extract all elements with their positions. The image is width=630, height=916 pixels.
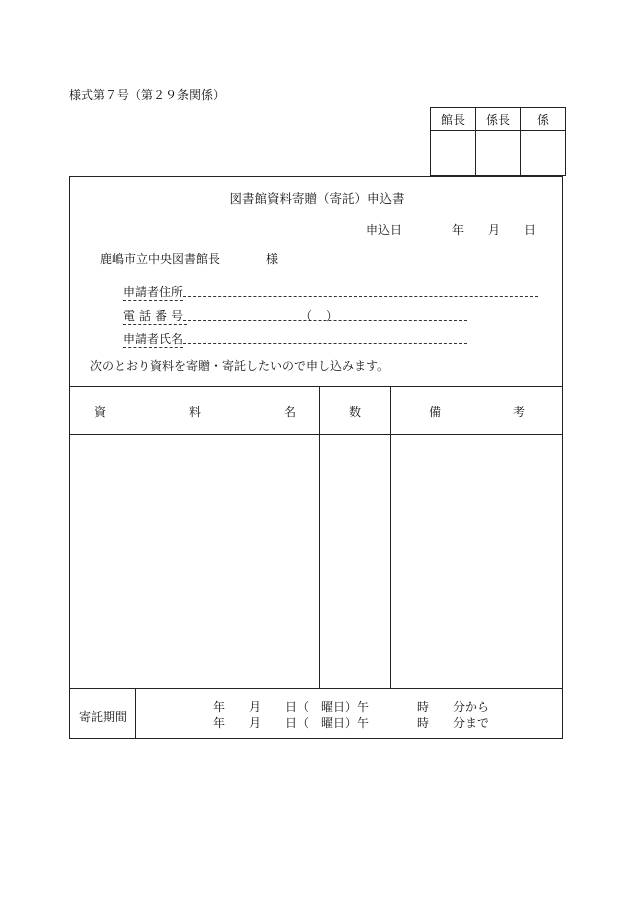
addressee: 鹿嶋市立中央図書館長 — [100, 252, 221, 266]
applicant-name-label: 申請者氏名 — [123, 332, 184, 346]
phone-paren-open: （ — [300, 309, 313, 323]
intro-text: 次のとおり資料を寄贈・寄託したいので申し込みます。 — [90, 359, 390, 373]
approval-stamp-table — [430, 107, 566, 176]
period-to[interactable]: 年 月 日（ 曜日）午 時 分まで — [213, 716, 490, 730]
period-top-rule — [70, 688, 562, 689]
col-material-char-3: 名 — [284, 405, 297, 419]
period-label: 寄託期間 — [79, 710, 128, 724]
col-remarks-char-2: 考 — [513, 405, 526, 419]
col-material-char-1: 資 — [94, 405, 107, 419]
phone-label: 電話番号 — [123, 309, 188, 323]
phone-field[interactable] — [183, 320, 467, 321]
count-cell[interactable] — [320, 435, 390, 688]
col-material-char-2: 料 — [189, 405, 202, 419]
approval-header-staff: 係 — [521, 108, 566, 131]
material-name-cell[interactable] — [70, 435, 319, 688]
applicant-name-field[interactable] — [183, 343, 467, 344]
col-remarks-char-1: 備 — [429, 405, 442, 419]
date-day: 日 — [524, 223, 537, 237]
application-form — [69, 176, 563, 739]
phone-paren-close: ） — [326, 309, 339, 323]
col-count: 数 — [349, 405, 362, 419]
date-year: 年 — [452, 223, 465, 237]
period-from[interactable]: 年 月 日（ 曜日）午 時 分から — [213, 700, 490, 714]
remarks-cell[interactable] — [391, 435, 562, 688]
date-month: 月 — [488, 223, 501, 237]
applicant-address-label: 申請者住所 — [123, 285, 184, 299]
applicant-address-field[interactable] — [183, 296, 538, 297]
approval-header-chief: 係長 — [476, 108, 521, 131]
form-title: 図書館資料寄贈（寄託）申込書 — [229, 191, 405, 206]
table-top-rule — [70, 386, 562, 387]
approval-stamp-staff[interactable] — [521, 131, 566, 176]
honorific: 様 — [266, 252, 279, 266]
approval-stamp-chief[interactable] — [476, 131, 521, 176]
approval-stamp-director[interactable] — [431, 131, 476, 176]
approval-header-director: 館長 — [431, 108, 476, 131]
date-label: 申込日 — [366, 223, 403, 237]
form-id: 様式第７号（第２９条関係） — [69, 88, 226, 102]
period-divider — [135, 688, 136, 739]
